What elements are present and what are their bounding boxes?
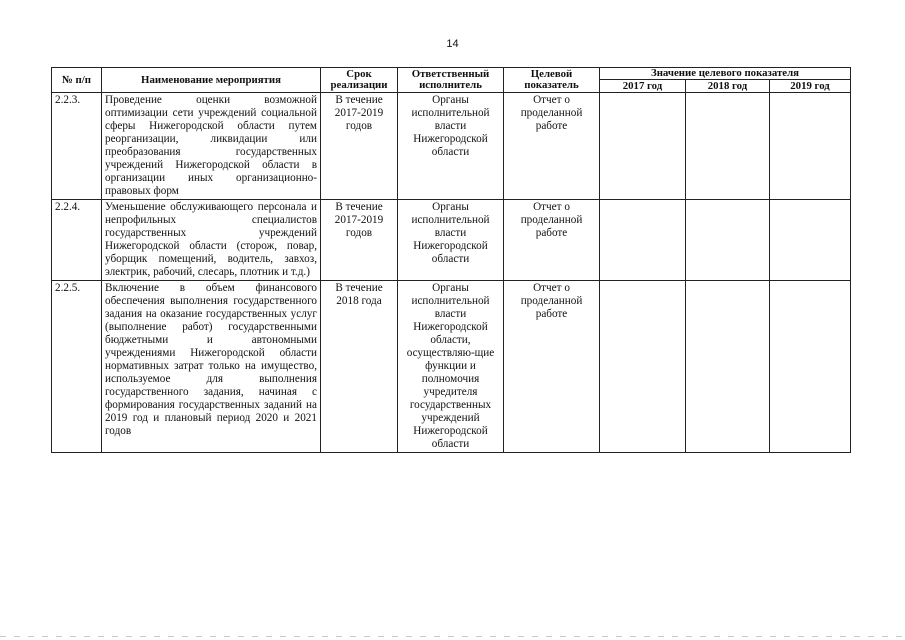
header-value-group: Значение целевого показателя	[600, 68, 851, 80]
header-year-2018: 2018 год	[686, 80, 770, 93]
header-responsible: Ответственный исполнитель	[398, 68, 504, 93]
header-year-2017: 2017 год	[600, 80, 686, 93]
row-value-2017	[600, 200, 686, 281]
row-num: 2.2.3.	[52, 93, 102, 200]
table-row	[52, 281, 851, 453]
scan-artifact-line	[0, 636, 905, 637]
table-row	[52, 93, 851, 200]
row-responsible: Органы исполнительной власти Нижегородской области, осуществляю-щие функции и полномочия учредителя государственных учреждений Нижегородской области	[398, 281, 504, 453]
row-term: В течение 2018 года	[321, 281, 398, 453]
row-value-2019	[770, 200, 851, 281]
row-value-2018	[686, 281, 770, 453]
row-value-2019	[770, 93, 851, 200]
row-responsible: Органы исполнительной власти Нижегородской области	[398, 200, 504, 281]
row-num: 2.2.4.	[52, 200, 102, 281]
header-year-2019: 2019 год	[770, 80, 851, 93]
row-term: В течение 2017-2019 годов	[321, 93, 398, 200]
row-target: Отчет о проделанной работе	[504, 200, 600, 281]
row-value-2017	[600, 281, 686, 453]
page-number: 14	[446, 38, 459, 50]
row-value-2018	[686, 200, 770, 281]
row-name: Уменьшение обслуживающего персонала и непрофильных специалистов государственных учреждений Нижегородской области (сторож, повар, уборщик помещений, водитель, завхоз, электрик, рабочий, слесарь, плотник и т.д.)	[102, 200, 321, 281]
row-value-2018	[686, 93, 770, 200]
row-responsible: Органы исполнительной власти Нижегородской области	[398, 93, 504, 200]
row-value-2019	[770, 281, 851, 453]
header-term: Срок реализации	[321, 68, 398, 93]
header-target: Целевой показатель	[504, 68, 600, 93]
row-name: Проведение оценки возможной оптимизации сети учреждений социальной сферы Нижегородской области путем реорганизации, ликвидации или преобразования государственных учреждений Нижегородской области в организации иных организационно-правовых форм	[102, 93, 321, 200]
row-value-2017	[600, 93, 686, 200]
row-num: 2.2.5.	[52, 281, 102, 453]
header-num: № п/п	[52, 68, 102, 93]
header-name: Наименование мероприятия	[102, 68, 321, 93]
row-target: Отчет о проделанной работе	[504, 93, 600, 200]
header-row-1	[52, 68, 851, 80]
row-target: Отчет о проделанной работе	[504, 281, 600, 453]
row-term: В течение 2017-2019 годов	[321, 200, 398, 281]
measures-table	[51, 67, 851, 453]
row-name: Включение в объем финансового обеспечения выполнения государственного задания на оказание государственных услуг (выполнение работ) государственными бюджетными и автономными учреждениями Нижегородской области нормативных затрат только на имущество, используемое для выполнения государственного задания, начиная с формирования государственных заданий на 2019 год и плановый период 2020 и 2021 годов	[102, 281, 321, 453]
table-row	[52, 200, 851, 281]
